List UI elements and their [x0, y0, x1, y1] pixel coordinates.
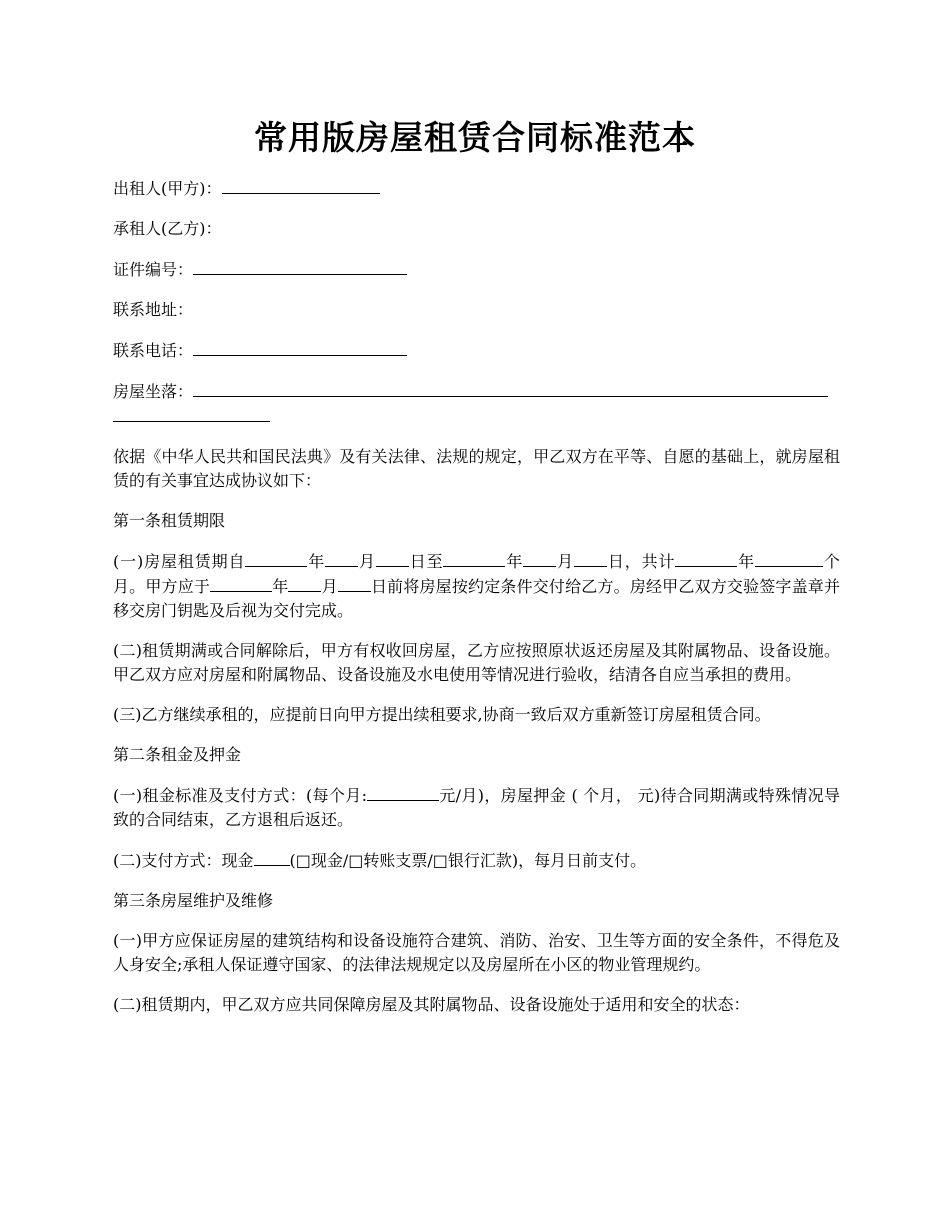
- article1-clause2: (二)租赁期满或合同解除后，甲方有权收回房屋，乙方应按照原状返还房屋及其附属物品、设备设施。甲乙双方应对房屋和附属物品、设备设施及水电使用等情况进行验收，结清各自应当承担的费用。: [113, 641, 840, 684]
- article2-heading: 第二条租金及押金: [113, 745, 242, 764]
- document-body: [113, 176, 840, 1033]
- article1-clause3: (三)乙方继续承租的，应提前日向甲方提出续租要求,协商一致后双方重新签订房屋租赁合同。: [113, 705, 771, 724]
- lessor-label: 出租人(甲方)：: [113, 179, 222, 198]
- lessee-field: [113, 217, 840, 241]
- article2-clause1: (一)租金标准及支付方式：(每个月: 元/月)，房屋押金 ( 个月， 元)待合同期满或特殊情况导致的合同结束，乙方退租后返还。: [113, 783, 840, 832]
- article3-clause1: (一)甲方应保证房屋的建筑结构和设备设施符合建筑、消防、治安、卫生等方面的安全条件，不得危及人身安全;承租人保证遵守国家、的法律法规规定以及房屋所在小区的物业管理规约。: [113, 931, 840, 974]
- article1-clause1: (一)房屋租赁期自 年 月 日至 年 月 日，共计 年 个月。甲方应于 年 月 日前将房屋按约定条件交付给乙方。房经甲乙双方交验签字盖章并移交房门钥匙及后视为交付完成。: [113, 549, 840, 623]
- contact-phone-label: 联系电话：: [113, 341, 194, 360]
- house-location-blank-continued: [113, 404, 270, 422]
- house-location-blank: [193, 379, 828, 397]
- contact-address-label: 联系地址：: [113, 300, 194, 319]
- article1-heading: 第一条租赁期限: [113, 511, 226, 530]
- id-number-blank: [193, 257, 407, 275]
- lessor-blank: [222, 176, 380, 194]
- id-number-field: [113, 257, 840, 282]
- contact-phone-blank: [193, 338, 407, 356]
- lessor-field: [113, 176, 840, 201]
- house-location-label: 房屋坐落：: [113, 382, 194, 401]
- contact-address-field: [113, 298, 840, 322]
- contact-phone-field: [113, 338, 840, 363]
- lessee-label: 承租人(乙方)：: [113, 219, 222, 238]
- document-title: 常用版房屋租赁合同标准范本: [254, 118, 696, 157]
- article3-clause2: (二)租赁期内，甲乙双方应共同保障房屋及其附属物品、设备设施处于适用和安全的状态：: [113, 995, 750, 1014]
- article2-clause2: (二)支付方式：现金 (□现金/□转账支票/□银行汇款)，每月日前支付。: [113, 848, 840, 873]
- id-number-label: 证件编号：: [113, 260, 194, 279]
- article3-heading: 第三条房屋维护及维修: [113, 891, 274, 910]
- house-location-field: [113, 379, 840, 429]
- intro-paragraph: 依据《中华人民共和国民法典》及有关法律、法规的规定，甲乙双方在平等、自愿的基础上，就房屋租赁的有关事宜达成协议如下：: [113, 447, 840, 490]
